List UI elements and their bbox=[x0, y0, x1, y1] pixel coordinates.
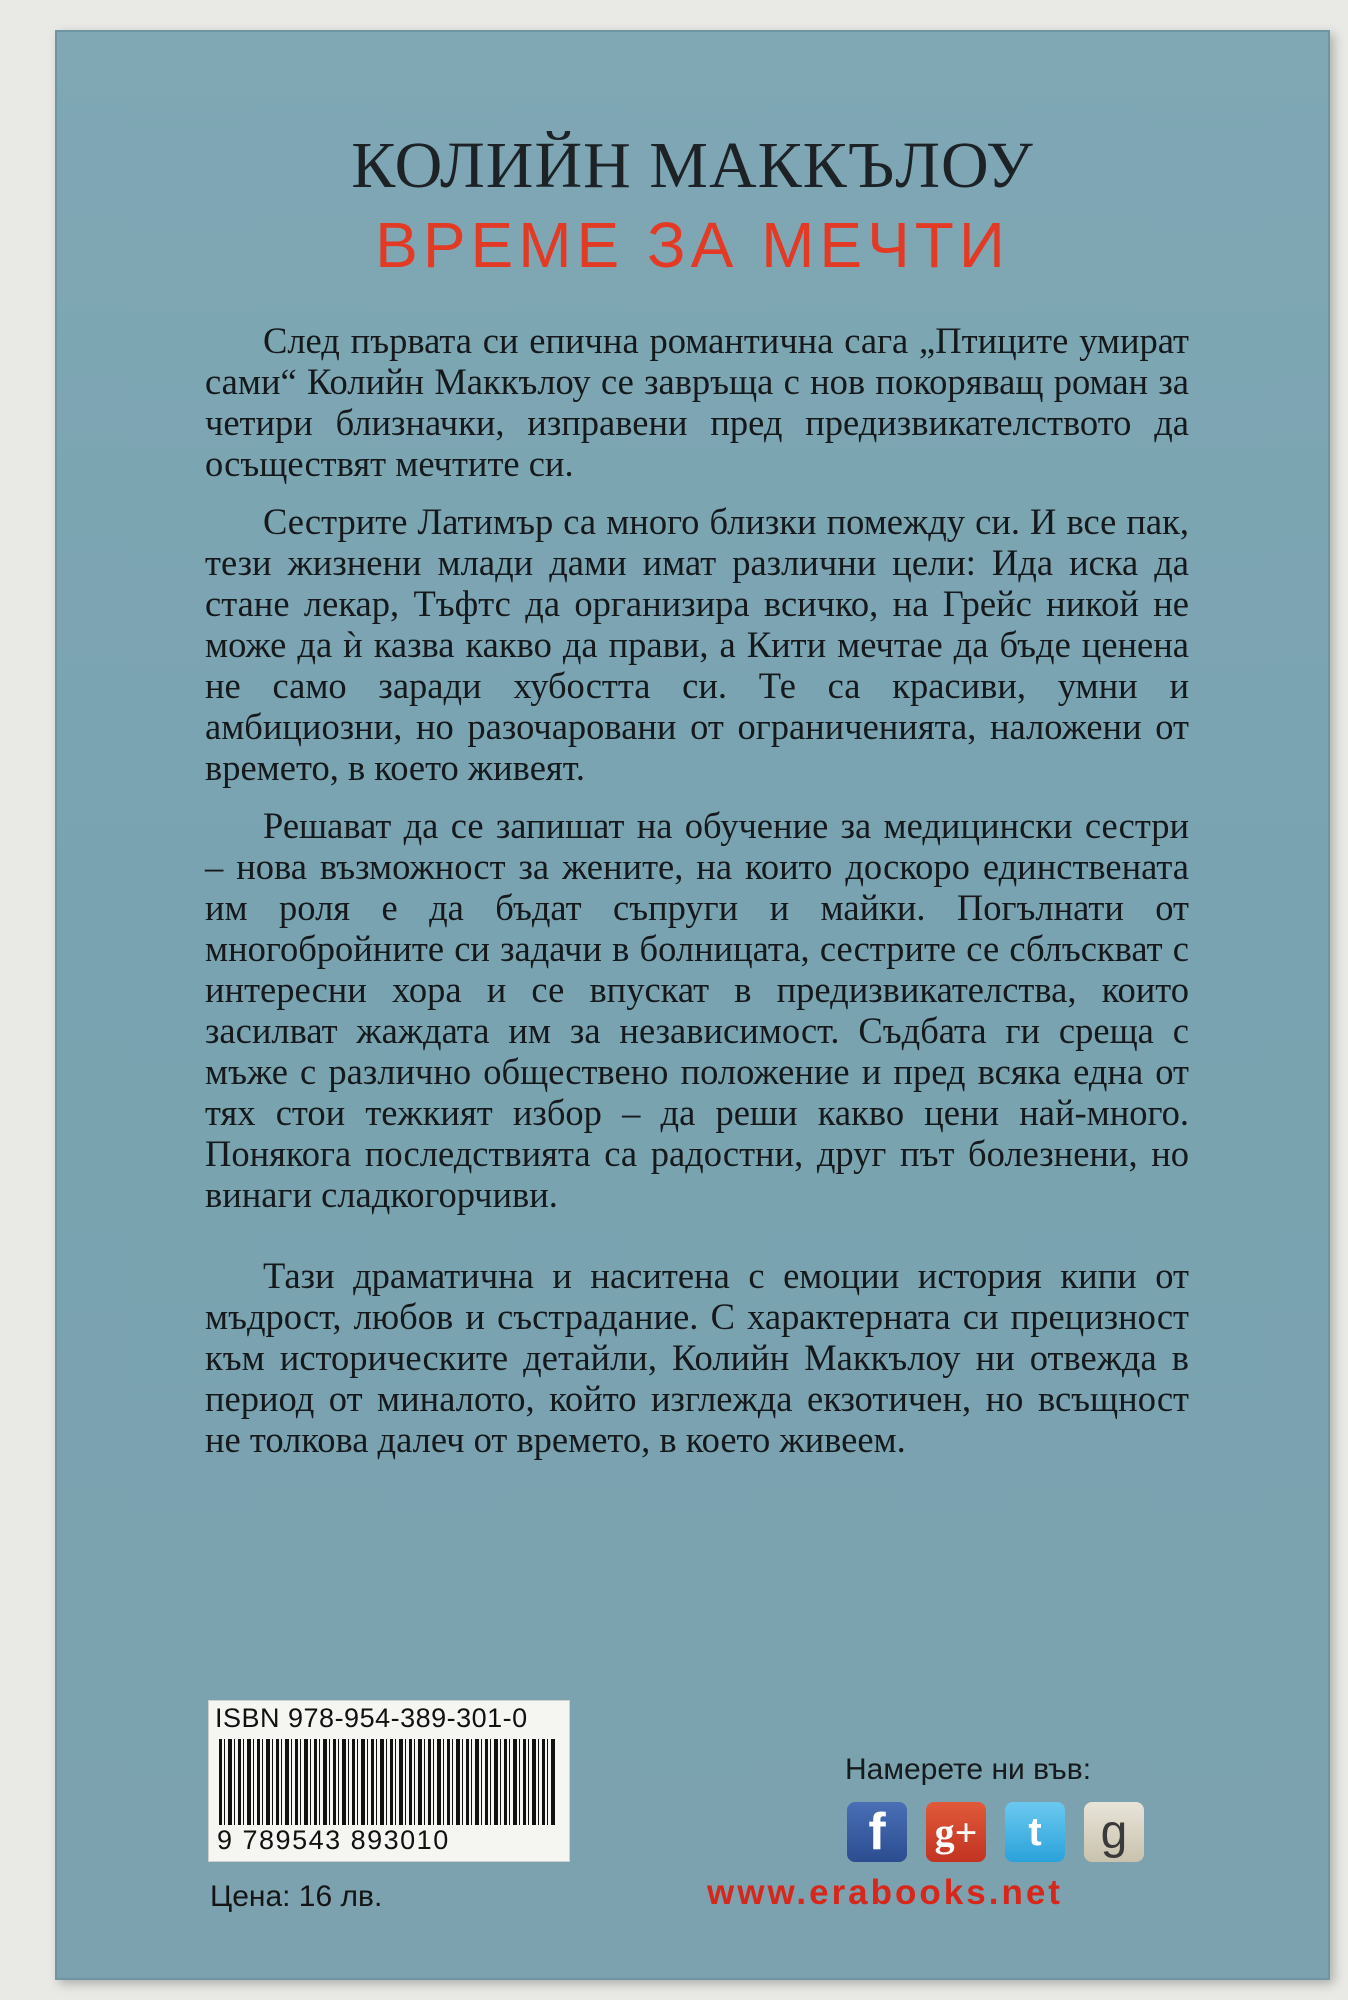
barcode-bars bbox=[219, 1739, 557, 1825]
social-icons bbox=[847, 1802, 1144, 1862]
isbn-barcode bbox=[208, 1700, 570, 1862]
blurb-paragraph: Решават да се запишат на обучение за медицински сестри – нова възможност за жените, на които доскоро единствената им роля е да бъдат съпруги и майки. Погълнати от многобройните си задачи в болницата, сестрите се сблъскват с интересни хора и се впускат в предизвикателства, които засилват жаждата им за независимост. Съдбата ги среща с мъже с различно обществено положение и пред всяка една от тях стои тежкият избор – да реши какво цени най-много. Понякога последствията са радостни, друг път болезнени, но винаги сладкогорчиви. bbox=[205, 805, 1189, 1215]
google-plus-icon: g+ bbox=[926, 1802, 986, 1862]
find-us-label: Намерете ни във: bbox=[845, 1753, 1092, 1786]
book-back-cover bbox=[55, 30, 1330, 1980]
blurb-paragraph: Сестрите Латимър са много близки помежду си. И все пак, тези жизнени млади дами имат различни цели: Ида иска да стане лекар, Тъфтс да организира всичко, на Грейс никой не може да ѝ казва какво да прави, а Кити мечтае да бъде ценена не само заради хубостта си. Те са красиви, умни и амбициозни, но разочаровани от ограниченията, наложени от времето, в което живеят. bbox=[205, 501, 1189, 788]
book-title: ВРЕМЕ ЗА МЕЧТИ bbox=[375, 209, 1010, 281]
blurb-paragraph: Тази драматична и наситена с емоции история кипи от мъдрост, любов и състрадание. С характерната си прецизност към историческите детайли, Колийн Маккълоу ни отвежда в период от миналото, който изглежда екзотичен, но всъщност не толкова далеч от времето, в което живеем. bbox=[205, 1255, 1189, 1460]
author-name: КОЛИЙН МАККЪЛОУ bbox=[351, 129, 1034, 202]
goodreads-icon: g bbox=[1084, 1802, 1144, 1862]
facebook-icon: f bbox=[847, 1802, 907, 1862]
barcode-number: 9 789543 893010 bbox=[217, 1825, 450, 1855]
isbn-label: ISBN 978-954-389-301-0 bbox=[215, 1703, 528, 1733]
blurb-paragraph: След първата си епична романтична сага „Птиците умират сами“ Колийн Маккълоу се завръща с нов покоряващ роман за четири близначки, изправени пред предизвикателството да осъществят мечтите си. bbox=[205, 320, 1189, 484]
website-url: www.erabooks.net bbox=[707, 1873, 1063, 1912]
blurb-text bbox=[205, 320, 1189, 1477]
twitter-icon: t bbox=[1005, 1802, 1065, 1862]
price-label: Цена: 16 лв. bbox=[210, 1880, 383, 1913]
